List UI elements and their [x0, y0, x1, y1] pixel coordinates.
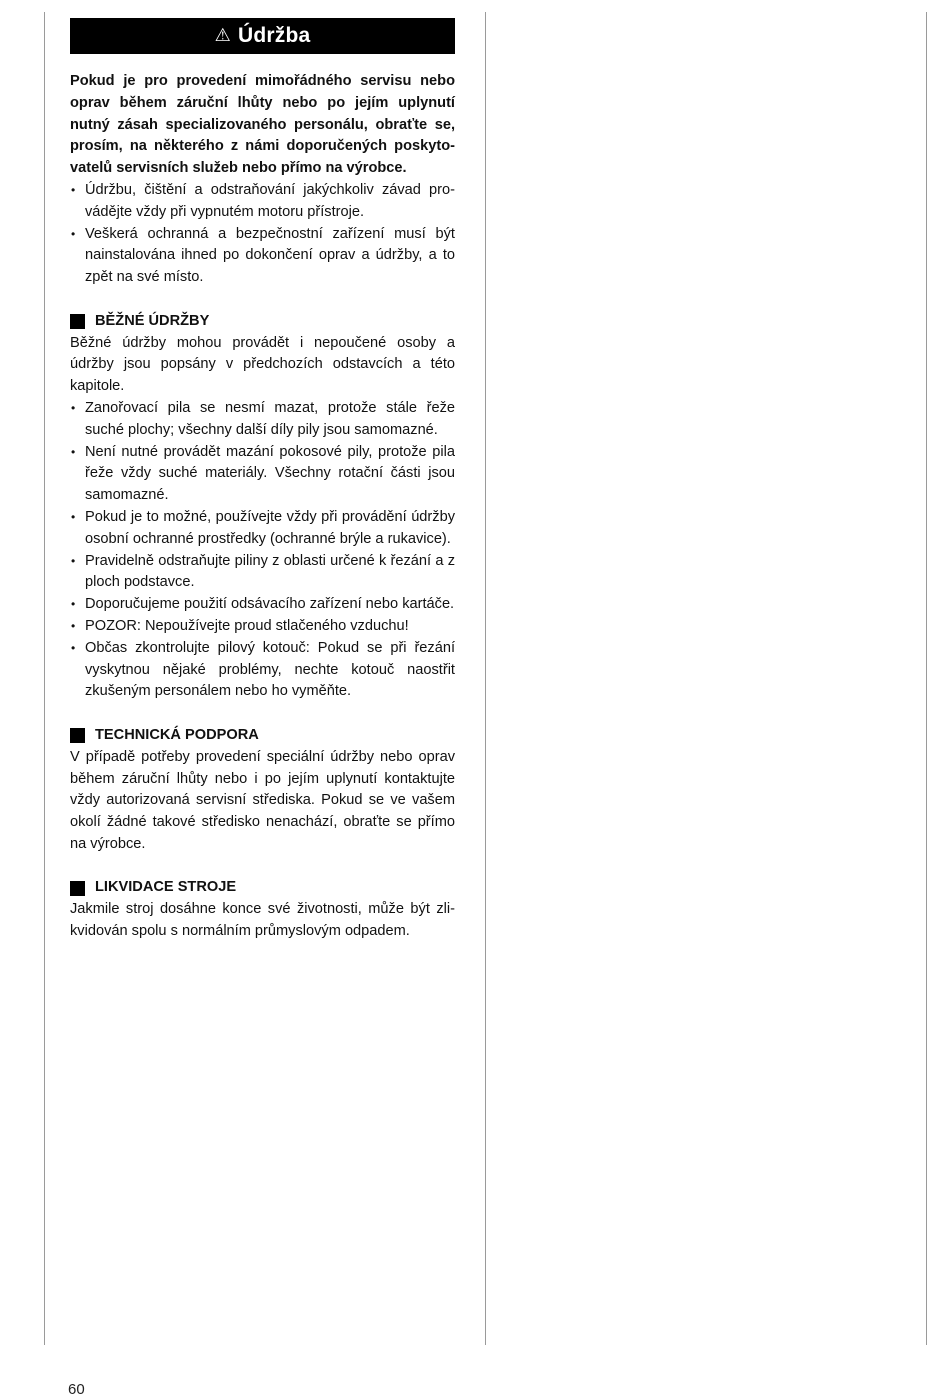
warning-icon: ⚠ — [214, 25, 231, 46]
left-margin-rule — [44, 12, 45, 1345]
page-number: 60 — [68, 1381, 85, 1398]
section-paragraph: Jakmile stroj dosáhne konce své životnosti, může být zlikvidován spolu s normálním průmyslovým odpadem. — [70, 901, 455, 940]
section-title-banner — [70, 18, 455, 54]
section-heading — [70, 311, 455, 333]
right-margin-rule — [926, 12, 927, 1345]
section-heading — [70, 877, 455, 899]
square-bullet-icon — [70, 728, 85, 743]
list-item: • Zanořovací pila se nesmí mazat, protože stále řeže suché plochy; všechny další díly pily jsou samomazné. — [70, 398, 455, 442]
list-item: • Pokud je to možné, používejte vždy při provádění údržby osobní ochranné prostředky (ochranné brýle a rukavice). — [70, 507, 455, 551]
section-paragraph: Běžné údržby mohou provádět i nepoučené osoby a údržby jsou popsány v předchozích odstavcích a této kapitole. — [70, 334, 455, 395]
page-title: Údržba — [237, 24, 311, 48]
square-bullet-icon — [70, 881, 85, 896]
left-column — [70, 18, 455, 943]
list-item: • Není nutné provádět mazání pokosové pily, protože pila řeže vždy suché materiály. Všechny rotační části jsou samomazné. — [70, 442, 455, 507]
intro-bullet-list — [70, 180, 455, 289]
section-routine-maintenance — [70, 311, 455, 703]
list-item: • Veškerá ochranná a bezpečnostní zařízení musí být nainstalována ihned po dokončení oprav a údržby, a to zpět na své místo. — [70, 224, 455, 289]
section-heading-text: BĚŽNÉ ÚDRŽBY — [95, 312, 210, 329]
section-heading-text: LIKVIDACE STROJE — [95, 879, 237, 896]
intro-paragraph: Pokud je pro provedení mimořádného servisu nebo oprav během záruční lhůty nebo po jejím uplynutí nutný zásah specializovaného personálu, obraťte se, prosím, na některého z námi doporučených poskytovatelů servisních služeb nebo přímo na výrobce. — [70, 73, 455, 177]
section-bullet-list — [70, 398, 455, 703]
list-item: • Údržbu, čištění a odstraňování jakýchkoliv závad provádějte vždy při vypnutém motoru přístroje. — [70, 180, 455, 224]
section-technical-support — [70, 725, 455, 856]
list-item: • Občas zkontrolujte pilový kotouč: Pokud se při řezání vyskytnou nějaké problémy, nechte kotouč naostřit zkušeným personálem nebo ho vyměňte. — [70, 638, 455, 703]
section-paragraph: V případě potřeby provedení speciální údržby nebo oprav během záruční lhůty nebo i po jejím uplynutí kontaktujte vždy autorizovaná servisní střediska. Pokud se ve vašem okolí žádné takové středisko nenachází, obraťte se přímo na výrobce. — [70, 748, 455, 852]
square-bullet-icon — [70, 314, 85, 329]
column-divider-rule — [485, 12, 486, 1345]
section-heading — [70, 725, 455, 747]
section-disposal — [70, 877, 455, 942]
list-item: • Pravidelně odstraňujte piliny z oblasti určené k řezání a z ploch podstavce. — [70, 551, 455, 595]
list-item: • POZOR: Nepoužívejte proud stlačeného vzduchu! — [70, 616, 455, 638]
list-item: • Doporučujeme použití odsávacího zařízení nebo kartáče. — [70, 594, 455, 616]
section-heading-text: TECHNICKÁ PODPORA — [95, 726, 259, 743]
